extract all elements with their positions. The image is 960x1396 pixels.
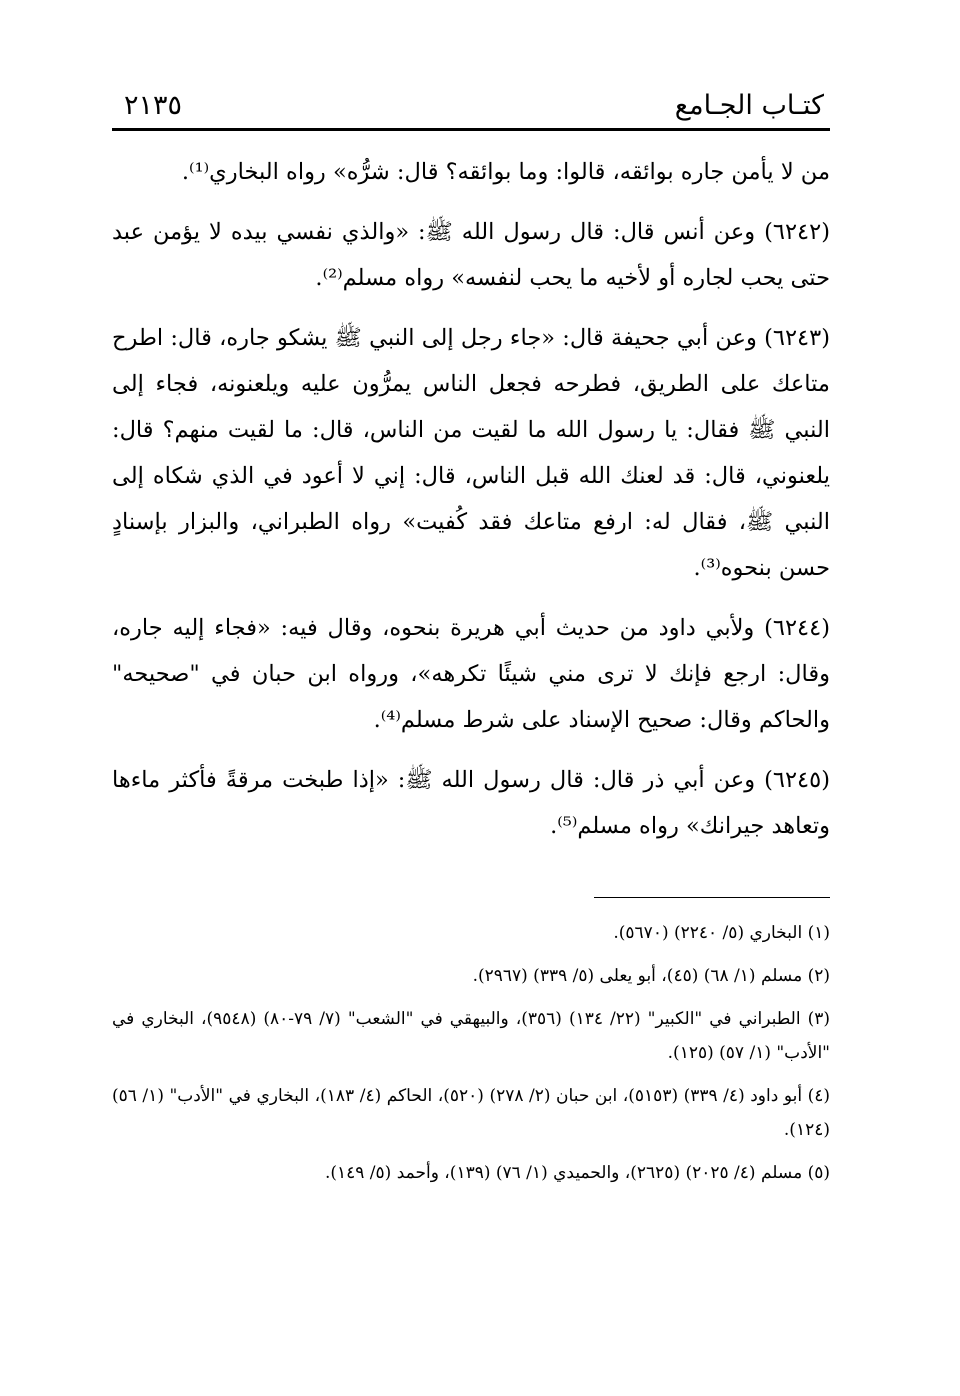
hadith-6243: (٦٢٤٣) وعن أبي جحيفة قال: «جاء رجل إلى النبي ﷺ يشكو جاره، قال: اطرح متاعك على الطريق، فطرحه فجعل الناس يمرُّون عليه ويلعنونه، فجاء إلى النبي ﷺ فقال: يا رسول الله ما لقيت من الناس، قال: ما لقيت منهم؟ قال: يلعنوني، قال: قد لعنك الله قبل الناس، قال: إني لا أعود في الذي شكاه إلى النبي ﷺ، فقال له: ارفع متاعك فقد كُفيت» رواه الطبراني، والبزار بإسنادٍ حسن بنحوه⁽³⁾. bbox=[112, 325, 830, 581]
page-header bbox=[112, 88, 830, 131]
book-title: كتـاب الجـامع bbox=[674, 90, 824, 121]
footnote-4: (٤) أبو داود (٤/ ٣٣٩) (٥١٥٣)، ابن حبان (٢/ ٢٧٨) (٥٢٠)، الحاكم (٤/ ١٨٣)، البخاري في "الأدب" (١/ ٥٦) (١٢٤). bbox=[112, 1086, 830, 1140]
footnote-separator bbox=[594, 897, 830, 898]
page-number: ٢١٣٥ bbox=[124, 90, 183, 121]
paragraph-continuation: من لا يأمن جاره بوائقه، قالوا: وما بوائقه؟ قال: شرُّه» رواه البخاري⁽¹⁾. bbox=[181, 159, 830, 185]
hadith-6244: (٦٢٤٤) ولأبي داود من حديث أبي هريرة بنحوه، وقال فيه: «فجاء إليه جاره، وقال: ارجع فإنك لا ترى مني شيئًا تكرهه»، ورواه ابن حبان في "صحيحه" والحاكم وقال: صحيح الإسناد على شرط مسلم⁽⁴⁾. bbox=[112, 615, 830, 733]
footnote-5: (٥) مسلم (٤/ ٢٠٢٥) (٢٦٢٥)، والحميدي (١/ ٧٦) (١٣٩)، وأحمد (٥/ ١٤٩). bbox=[324, 1163, 830, 1183]
main-text bbox=[112, 149, 830, 849]
book-page bbox=[112, 88, 830, 1199]
footnote-1: (١) البخاري (٥/ ٢٢٤٠) (٥٦٧٠). bbox=[613, 923, 830, 943]
footnote-3: (٣) الطبراني في "الكبير" (٢٢/ ١٣٤) (٣٥٦)، والبيهقي في "الشعب" (٧/ ٧٩-٨٠) (٩٥٤٨)، البخاري في "الأدب" (١/ ٥٧) (١٢٥). bbox=[112, 1009, 830, 1063]
footnote-2: (٢) مسلم (١/ ٦٨) (٤٥)، أبو يعلى (٥/ ٣٣٩) (٢٩٦٧). bbox=[472, 966, 830, 986]
hadith-6245: (٦٢٤٥) وعن أبي ذر قال: قال رسول الله ﷺ: «إذا طبخت مرقةً فأكثر ماءها وتعاهد جيرانك» رواه مسلم⁽⁵⁾. bbox=[112, 767, 830, 839]
footnotes bbox=[112, 916, 830, 1190]
hadith-6242: (٦٢٤٢) وعن أنس قال: قال رسول الله ﷺ: «والذي نفسي بيده لا يؤمن عبد حتى يحب لجاره أو لأخيه ما يحب لنفسه» رواه مسلم⁽²⁾. bbox=[112, 219, 830, 291]
